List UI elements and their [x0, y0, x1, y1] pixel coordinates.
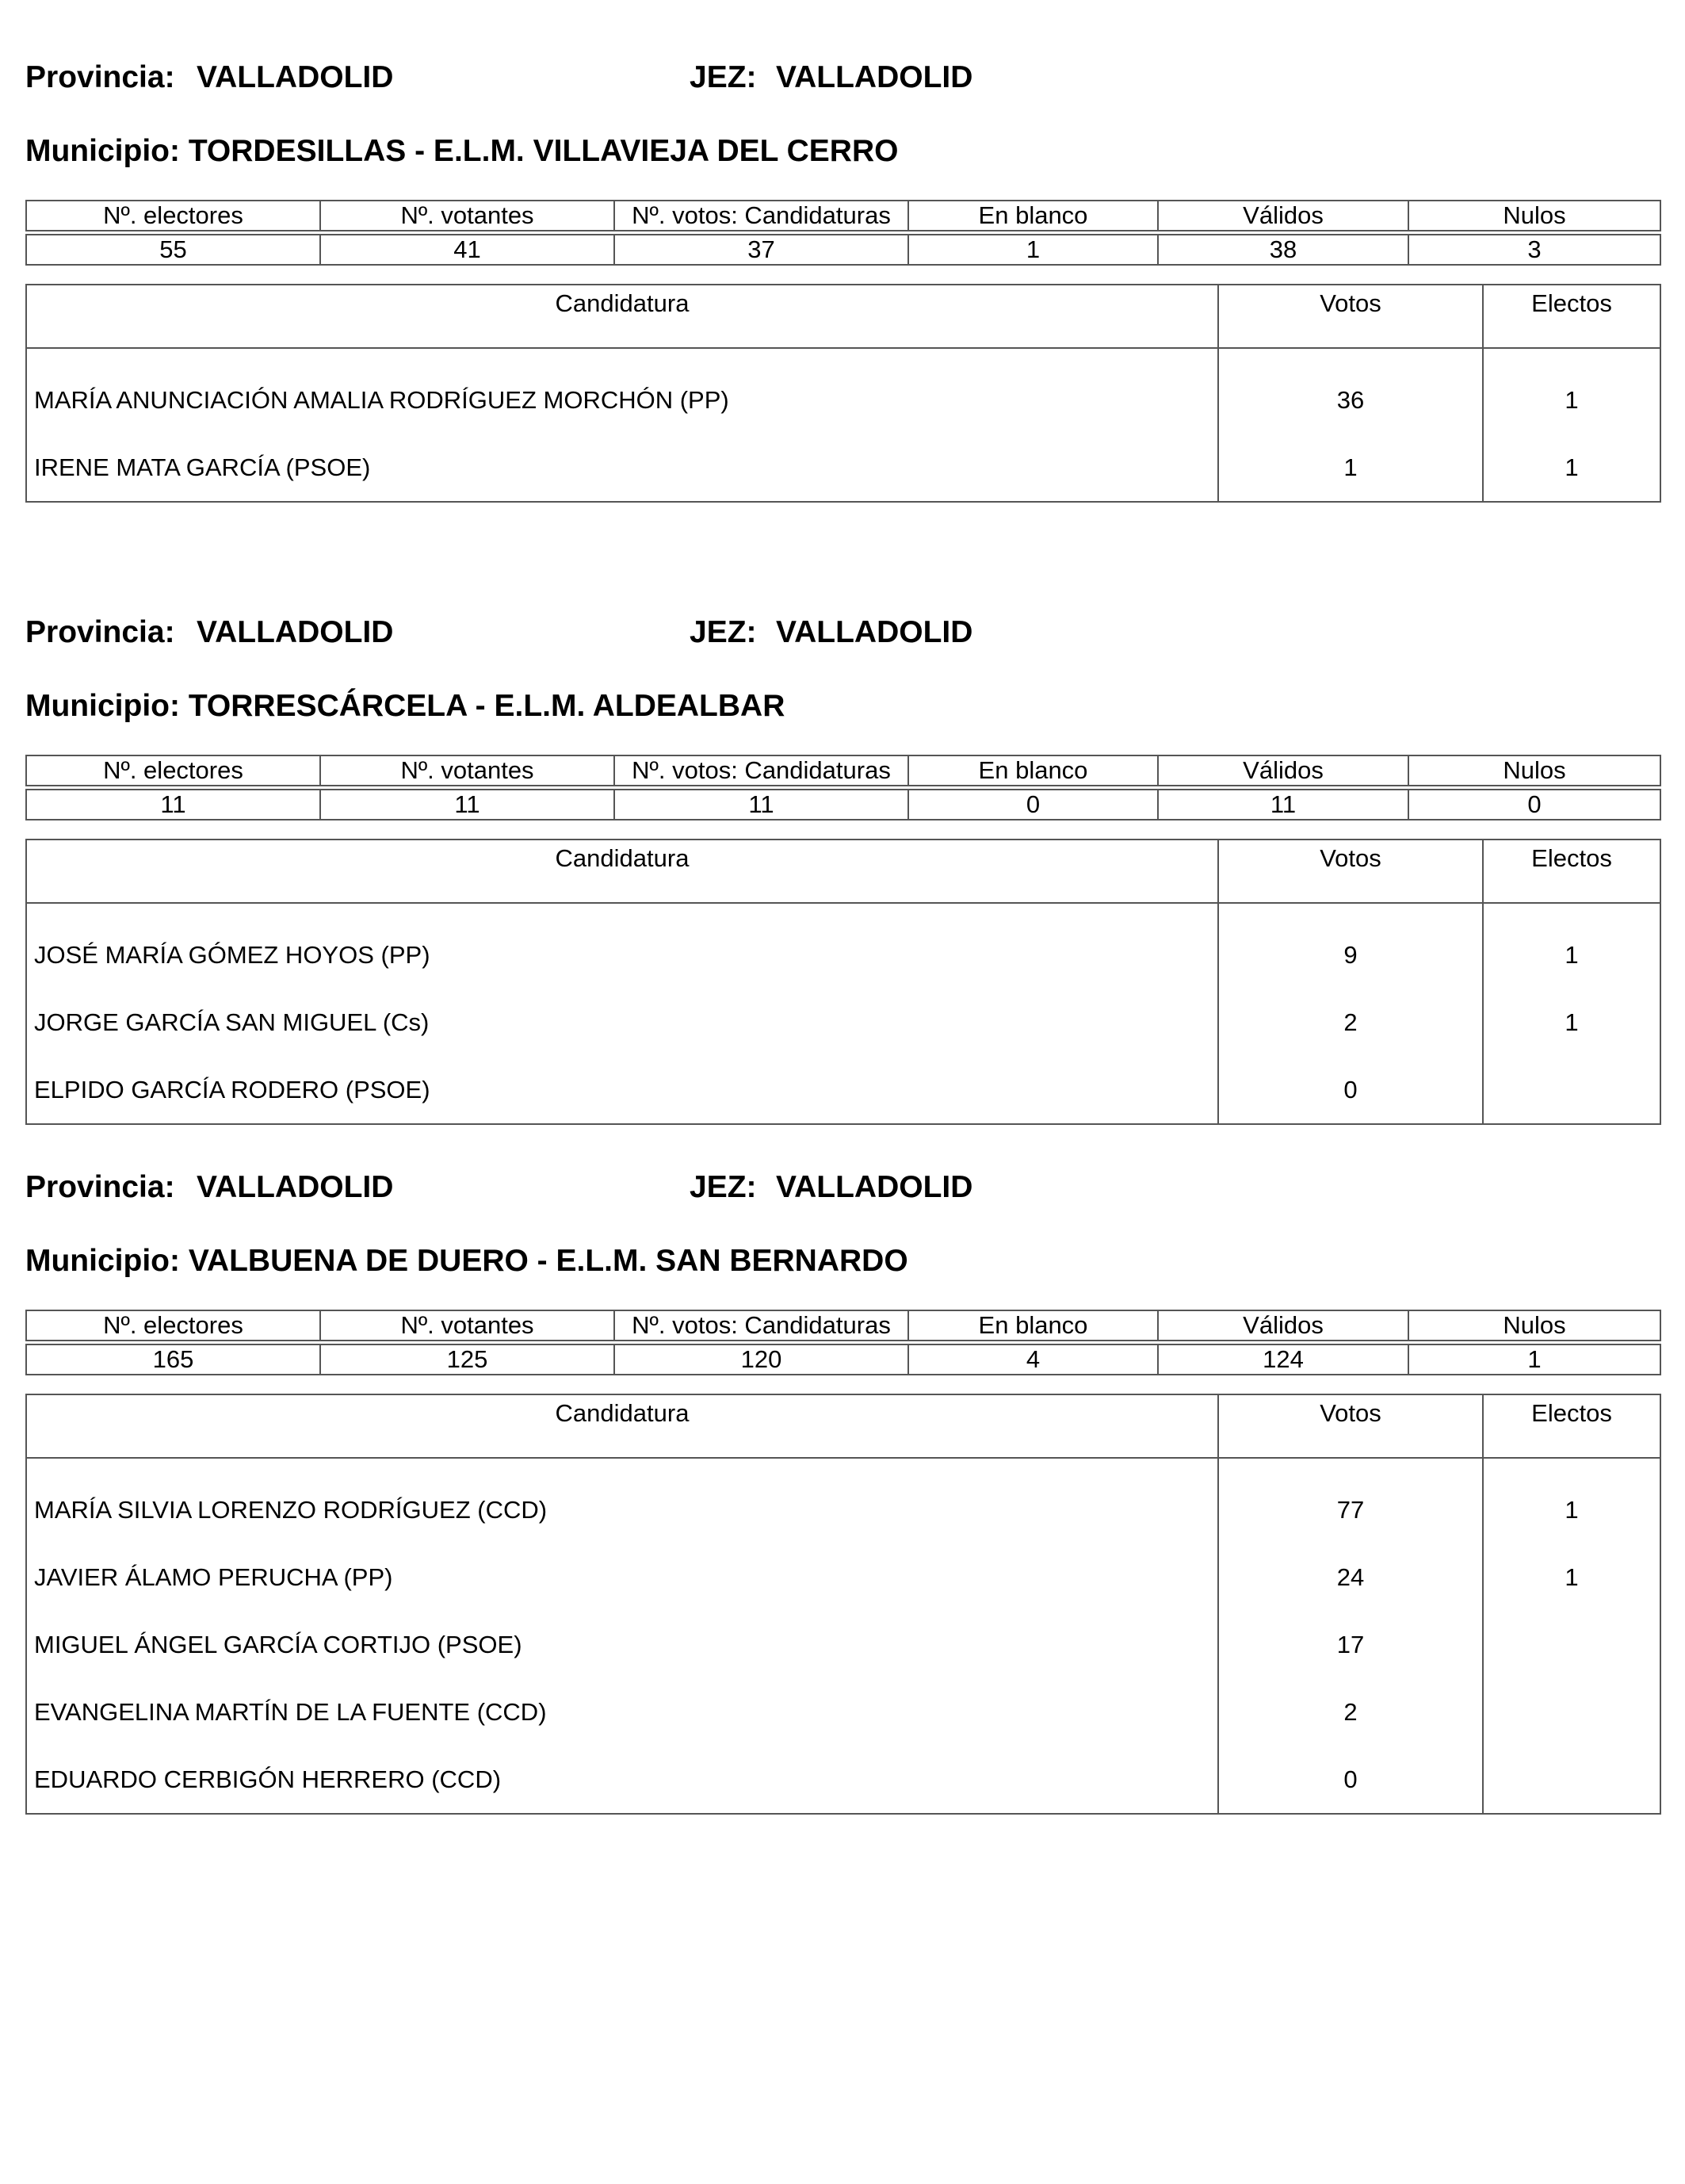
candidate-electos — [1483, 1746, 1660, 1814]
stats-header-votos-candidaturas: Nº. votos: Candidaturas — [614, 1310, 908, 1341]
stats-header-nulos: Nulos — [1408, 755, 1660, 786]
stats-header-votantes: Nº. votantes — [320, 1310, 614, 1341]
provincia-label: Provincia: — [25, 1170, 175, 1204]
stats-value-row — [26, 790, 1660, 820]
candidate-name: MARÍA ANUNCIACIÓN AMALIA RODRÍGUEZ MORCHÓN (PP) — [26, 348, 1218, 434]
candidates-table — [25, 1394, 1661, 1815]
municipio-label: Municipio: — [25, 689, 180, 723]
provincia-value: VALLADOLID — [197, 60, 394, 94]
provincia-value: VALLADOLID — [197, 615, 394, 649]
stats-value-votantes: 41 — [320, 235, 614, 265]
candidate-electos: 1 — [1483, 989, 1660, 1056]
candidate-name: EDUARDO CERBIGÓN HERRERO (CCD) — [26, 1746, 1218, 1814]
stats-header-row — [26, 755, 1660, 786]
header-votos: Votos — [1218, 1394, 1483, 1458]
candidates-table — [25, 284, 1661, 503]
stats-value-nulos: 1 — [1408, 1344, 1660, 1375]
candidate-row — [26, 348, 1660, 434]
stats-header-en-blanco: En blanco — [908, 755, 1158, 786]
candidate-row — [26, 1543, 1660, 1611]
stats-value-electores: 55 — [26, 235, 320, 265]
municipio-name: TORRESCÁRCELA - E.L.M. ALDEALBAR — [188, 689, 785, 723]
candidate-row — [26, 1746, 1660, 1814]
candidate-votos: 24 — [1218, 1543, 1483, 1611]
jez-label: JEZ: — [690, 60, 757, 94]
stats-header-electores: Nº. electores — [26, 201, 320, 231]
jez-label: JEZ: — [690, 1170, 757, 1204]
stats-value-validos: 11 — [1158, 790, 1408, 820]
candidate-votos: 0 — [1218, 1056, 1483, 1124]
stats-value-en-blanco: 4 — [908, 1344, 1158, 1375]
stats-header-row — [26, 1310, 1660, 1341]
candidate-electos: 1 — [1483, 1543, 1660, 1611]
candidate-name: JAVIER ÁLAMO PERUCHA (PP) — [26, 1543, 1218, 1611]
candidate-electos — [1483, 1056, 1660, 1124]
stats-value-row — [26, 1344, 1660, 1375]
stats-header-votantes: Nº. votantes — [320, 201, 614, 231]
header-votos: Votos — [1218, 285, 1483, 348]
candidate-row — [26, 903, 1660, 989]
stats-value-nulos: 0 — [1408, 790, 1660, 820]
stats-table — [25, 1310, 1661, 1375]
header-electos: Electos — [1483, 840, 1660, 903]
candidate-name: EVANGELINA MARTÍN DE LA FUENTE (CCD) — [26, 1678, 1218, 1746]
stats-header-nulos: Nulos — [1408, 201, 1660, 231]
candidate-votos: 1 — [1218, 434, 1483, 502]
candidate-electos: 1 — [1483, 1458, 1660, 1543]
header-electos: Electos — [1483, 285, 1660, 348]
stats-value-electores: 11 — [26, 790, 320, 820]
stats-header-electores: Nº. electores — [26, 1310, 320, 1341]
municipio-name: VALBUENA DE DUERO - E.L.M. SAN BERNARDO — [188, 1244, 908, 1278]
stats-header-votos-candidaturas: Nº. votos: Candidaturas — [614, 201, 908, 231]
stats-header-validos: Válidos — [1158, 201, 1408, 231]
stats-header-validos: Válidos — [1158, 1310, 1408, 1341]
municipio-title — [25, 687, 785, 725]
candidate-row — [26, 1611, 1660, 1678]
candidate-votos: 2 — [1218, 1678, 1483, 1746]
candidate-votos: 36 — [1218, 348, 1483, 434]
stats-header-validos: Válidos — [1158, 755, 1408, 786]
candidate-row — [26, 1056, 1660, 1124]
candidate-row — [26, 1458, 1660, 1543]
candidates-header-row — [26, 285, 1660, 348]
candidate-votos: 9 — [1218, 903, 1483, 989]
candidate-electos: 1 — [1483, 434, 1660, 502]
stats-value-electores: 165 — [26, 1344, 320, 1375]
stats-table — [25, 200, 1661, 266]
jez-label: JEZ: — [690, 615, 757, 649]
stats-header-en-blanco: En blanco — [908, 1310, 1158, 1341]
candidate-row — [26, 434, 1660, 502]
candidate-electos: 1 — [1483, 348, 1660, 434]
candidate-row — [26, 989, 1660, 1056]
stats-value-votantes: 11 — [320, 790, 614, 820]
provincia-label: Provincia: — [25, 60, 175, 94]
stats-header-votos-candidaturas: Nº. votos: Candidaturas — [614, 755, 908, 786]
municipio-title — [25, 132, 898, 170]
municipio-label: Municipio: — [25, 1244, 180, 1278]
municipio-label: Municipio: — [25, 134, 180, 168]
candidates-table — [25, 839, 1661, 1125]
stats-value-votos-candidaturas: 120 — [614, 1344, 908, 1375]
municipio-title — [25, 1242, 908, 1280]
stats-value-votos-candidaturas: 11 — [614, 790, 908, 820]
candidate-name: JORGE GARCÍA SAN MIGUEL (Cs) — [26, 989, 1218, 1056]
jez-value: VALLADOLID — [776, 60, 973, 94]
stats-header-en-blanco: En blanco — [908, 201, 1158, 231]
stats-header-votantes: Nº. votantes — [320, 755, 614, 786]
header-votos: Votos — [1218, 840, 1483, 903]
stats-header-row — [26, 201, 1660, 231]
stats-header-electores: Nº. electores — [26, 755, 320, 786]
candidate-name: IRENE MATA GARCÍA (PSOE) — [26, 434, 1218, 502]
candidate-electos — [1483, 1678, 1660, 1746]
stats-value-votantes: 125 — [320, 1344, 614, 1375]
candidate-name: JOSÉ MARÍA GÓMEZ HOYOS (PP) — [26, 903, 1218, 989]
stats-table — [25, 755, 1661, 820]
provincia-value: VALLADOLID — [197, 1170, 394, 1204]
header-candidatura: Candidatura — [26, 285, 1218, 348]
stats-value-validos: 38 — [1158, 235, 1408, 265]
stats-value-nulos: 3 — [1408, 235, 1660, 265]
jez-value: VALLADOLID — [776, 1170, 973, 1204]
stats-header-nulos: Nulos — [1408, 1310, 1660, 1341]
stats-value-votos-candidaturas: 37 — [614, 235, 908, 265]
candidates-header-row — [26, 1394, 1660, 1458]
stats-value-en-blanco: 0 — [908, 790, 1158, 820]
stats-value-row — [26, 235, 1660, 265]
header-electos: Electos — [1483, 1394, 1660, 1458]
candidate-electos — [1483, 1611, 1660, 1678]
candidate-votos: 2 — [1218, 989, 1483, 1056]
candidates-header-row — [26, 840, 1660, 903]
stats-value-en-blanco: 1 — [908, 235, 1158, 265]
candidate-votos: 77 — [1218, 1458, 1483, 1543]
candidate-name: MIGUEL ÁNGEL GARCÍA CORTIJO (PSOE) — [26, 1611, 1218, 1678]
provincia-label: Provincia: — [25, 615, 175, 649]
candidate-name: ELPIDO GARCÍA RODERO (PSOE) — [26, 1056, 1218, 1124]
candidate-votos: 0 — [1218, 1746, 1483, 1814]
candidate-name: MARÍA SILVIA LORENZO RODRÍGUEZ (CCD) — [26, 1458, 1218, 1543]
header-candidatura: Candidatura — [26, 840, 1218, 903]
stats-value-validos: 124 — [1158, 1344, 1408, 1375]
candidate-votos: 17 — [1218, 1611, 1483, 1678]
candidate-electos: 1 — [1483, 903, 1660, 989]
header-candidatura: Candidatura — [26, 1394, 1218, 1458]
municipio-name: TORDESILLAS - E.L.M. VILLAVIEJA DEL CERRO — [188, 134, 899, 168]
candidate-row — [26, 1678, 1660, 1746]
jez-value: VALLADOLID — [776, 615, 973, 649]
